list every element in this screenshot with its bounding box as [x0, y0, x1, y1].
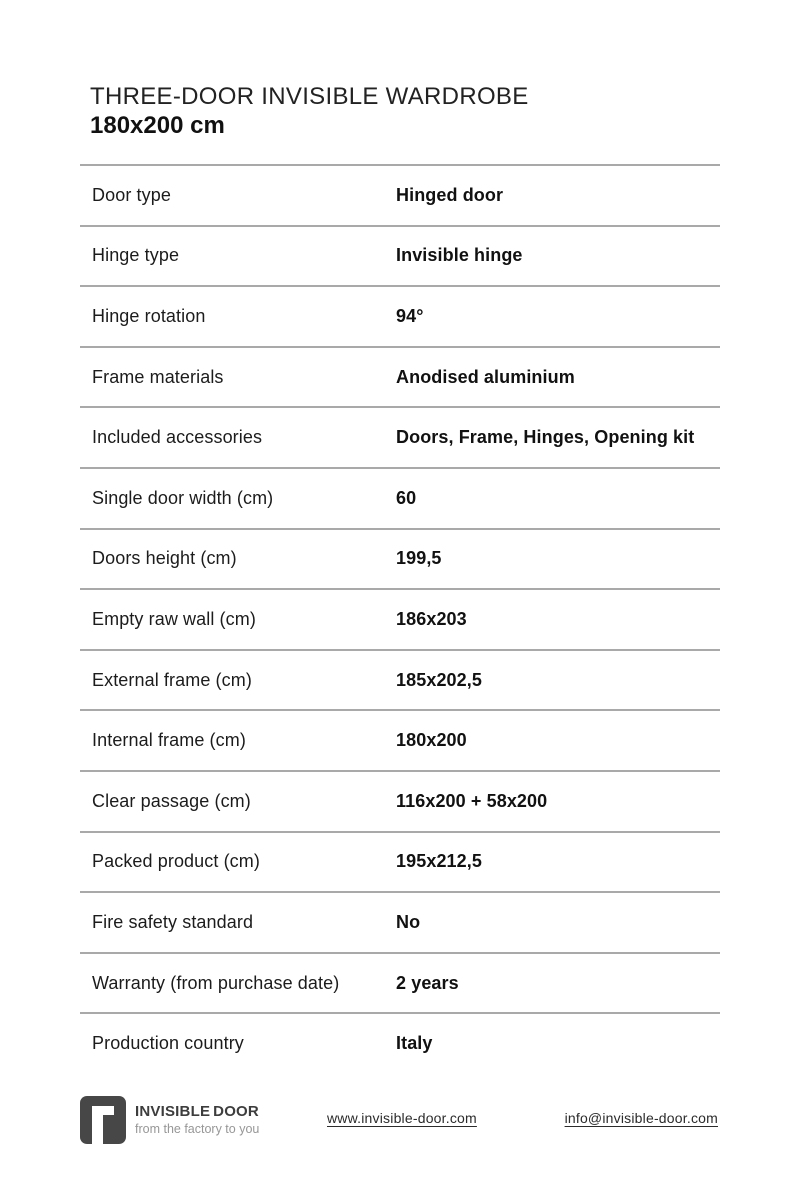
spec-label: Internal frame (cm) — [92, 730, 246, 751]
table-row — [80, 467, 720, 528]
spec-value: Italy — [396, 1033, 433, 1054]
spec-label: Warranty (from purchase date) — [92, 972, 340, 993]
spec-label: Fire safety standard — [92, 911, 254, 932]
spec-label: Included accessories — [92, 427, 263, 448]
table-row — [80, 649, 720, 710]
spec-value: 180x200 — [396, 730, 467, 751]
spec-value: 116x200 + 58x200 — [396, 790, 548, 811]
spec-label: Empty raw wall (cm) — [92, 608, 256, 629]
table-row — [80, 346, 720, 407]
footer — [80, 1096, 720, 1148]
spec-value: 186x203 — [396, 608, 467, 629]
door-logo-icon — [80, 1096, 126, 1144]
table-row — [80, 709, 720, 770]
spec-label: Packed product (cm) — [92, 851, 260, 872]
spec-table — [80, 164, 720, 1073]
logo-text — [135, 1103, 259, 1137]
spec-value: 60 — [396, 487, 417, 508]
website-link[interactable]: www.invisible-door.com — [327, 1110, 477, 1126]
spec-label: Clear passage (cm) — [92, 790, 251, 811]
table-row — [80, 952, 720, 1013]
page-subtitle: 180x200 cm — [90, 112, 225, 139]
spec-value: 185x202,5 — [396, 669, 482, 690]
spec-value: Hinged door — [396, 184, 504, 205]
table-row — [80, 588, 720, 649]
logo-tagline: from the factory to you — [135, 1122, 260, 1136]
logo-name — [135, 1103, 259, 1120]
table-row — [80, 1012, 720, 1073]
page-title: THREE-DOOR INVISIBLE WARDROBE — [90, 83, 529, 110]
logo-name-part2: DOOR — [213, 1103, 259, 1120]
table-row — [80, 285, 720, 346]
table-row — [80, 406, 720, 467]
spec-label: Single door width (cm) — [92, 487, 274, 508]
spec-value: 94° — [396, 305, 424, 326]
spec-value: Doors, Frame, Hinges, Opening kit — [396, 427, 695, 448]
logo-name-part1: INVISIBLE — [135, 1103, 211, 1120]
table-row — [80, 164, 720, 225]
table-row — [80, 225, 720, 286]
spec-value: 199,5 — [396, 548, 442, 569]
spec-label: Production country — [92, 1033, 244, 1054]
spec-value: No — [396, 911, 421, 932]
table-row — [80, 528, 720, 589]
spec-value: 2 years — [396, 972, 459, 993]
spec-value: 195x212,5 — [396, 851, 482, 872]
table-row — [80, 891, 720, 952]
company-logo — [80, 1096, 259, 1144]
spec-value: Invisible hinge — [396, 245, 523, 266]
email-link[interactable]: info@invisible-door.com — [564, 1110, 718, 1126]
spec-label: Door type — [92, 184, 171, 205]
table-row — [80, 831, 720, 892]
table-row — [80, 770, 720, 831]
spec-label: Hinge rotation — [92, 305, 206, 326]
header — [90, 82, 720, 140]
spec-label: Hinge type — [92, 245, 180, 266]
spec-label: External frame (cm) — [92, 669, 252, 690]
spec-label: Frame materials — [92, 366, 224, 387]
spec-value: Anodised aluminium — [396, 366, 575, 387]
spec-label: Doors height (cm) — [92, 548, 237, 569]
